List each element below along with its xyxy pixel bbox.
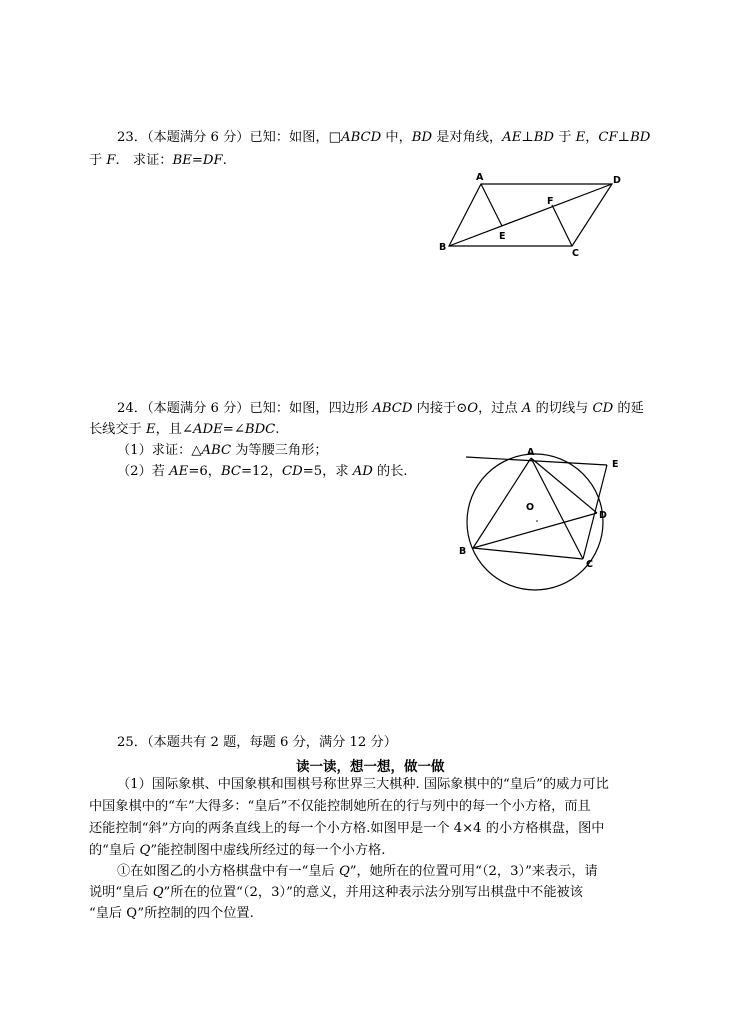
label-d: D <box>613 175 621 186</box>
q23-line-2: 于 F. 求证：BE=DF. <box>89 153 227 168</box>
q24-line-1: 24．（本题满分 6 分）已知：如图，四边形 ABCD 内接于⊙O，过点 A 的切线与 CD 的延 <box>117 401 644 416</box>
center-dot <box>536 520 538 522</box>
label-c: C <box>572 248 579 259</box>
q25-paragraph-line-4: 的“皇后 Q”能控制图中虚线所经过的每一个小方格. <box>89 843 386 858</box>
segment-bc <box>473 548 583 559</box>
parallelogram-symbol: □ <box>328 130 342 145</box>
circle-o <box>467 454 603 590</box>
label-o: O <box>526 502 535 513</box>
q24-line-3: （1）求证：△ABC 为等腰三角形； <box>117 443 328 458</box>
q25-paragraph-line-1: （1）国际象棋、中国象棋和围棋号称世界三大棋种. 国际象棋中的“皇后”的威力可比 <box>117 777 609 792</box>
segment-ac <box>531 458 583 559</box>
label-e: E <box>612 459 619 470</box>
q25-paragraph-line-2: 中国象棋中的“车”大得多：“皇后”不仅能控制她所在的行与列中的每一个小方格，而且 <box>89 799 591 814</box>
label-b: B <box>439 242 447 253</box>
q24-line-2: 长线交于 E，且∠ADE=∠BDC. <box>89 422 280 437</box>
label-a: A <box>527 447 535 458</box>
label-c: C <box>586 559 593 570</box>
segment-ad <box>531 458 597 513</box>
label-d: D <box>599 510 607 521</box>
label-e: E <box>499 231 506 242</box>
label-f: F <box>547 196 554 207</box>
q25-paragraph-line-7: “皇后 Q”所控制的四个位置. <box>89 906 254 921</box>
q25-header: 25．（本题共有 2 题，每题 6 分，满分 12 分） <box>117 735 397 750</box>
q25-paragraph-line-5: ①在如图乙的小方格棋盘中有一“皇后 Q”，她所在的位置可用“（2，3）”来表示，请 <box>117 864 598 879</box>
q25-section-title: 读一读，想一想，做一做 <box>296 759 445 775</box>
label-a: A <box>476 172 484 183</box>
q25-paragraph-line-3: 还能控制“斜”方向的两条直线上的每一个小方格.如图甲是一个 4×4 的小方格棋盘，图中 <box>89 821 605 836</box>
q23-line-1: 23．（本题满分 6 分）已知：如图，□ABCD 中，BD 是对角线，AE⊥BD 于 E，CF⊥BD <box>117 130 651 145</box>
q24-line-4: （2）若 AE=6，BC=12，CD=5，求 AD 的长. <box>117 464 408 479</box>
label-b: B <box>459 546 467 557</box>
tangent-ae <box>466 457 607 465</box>
q25-paragraph-line-6: 说明“皇后 Q”所在的位置“（2，3）”的意义，并用这种表示法分别写出棋盘中不能被该 <box>89 885 583 900</box>
